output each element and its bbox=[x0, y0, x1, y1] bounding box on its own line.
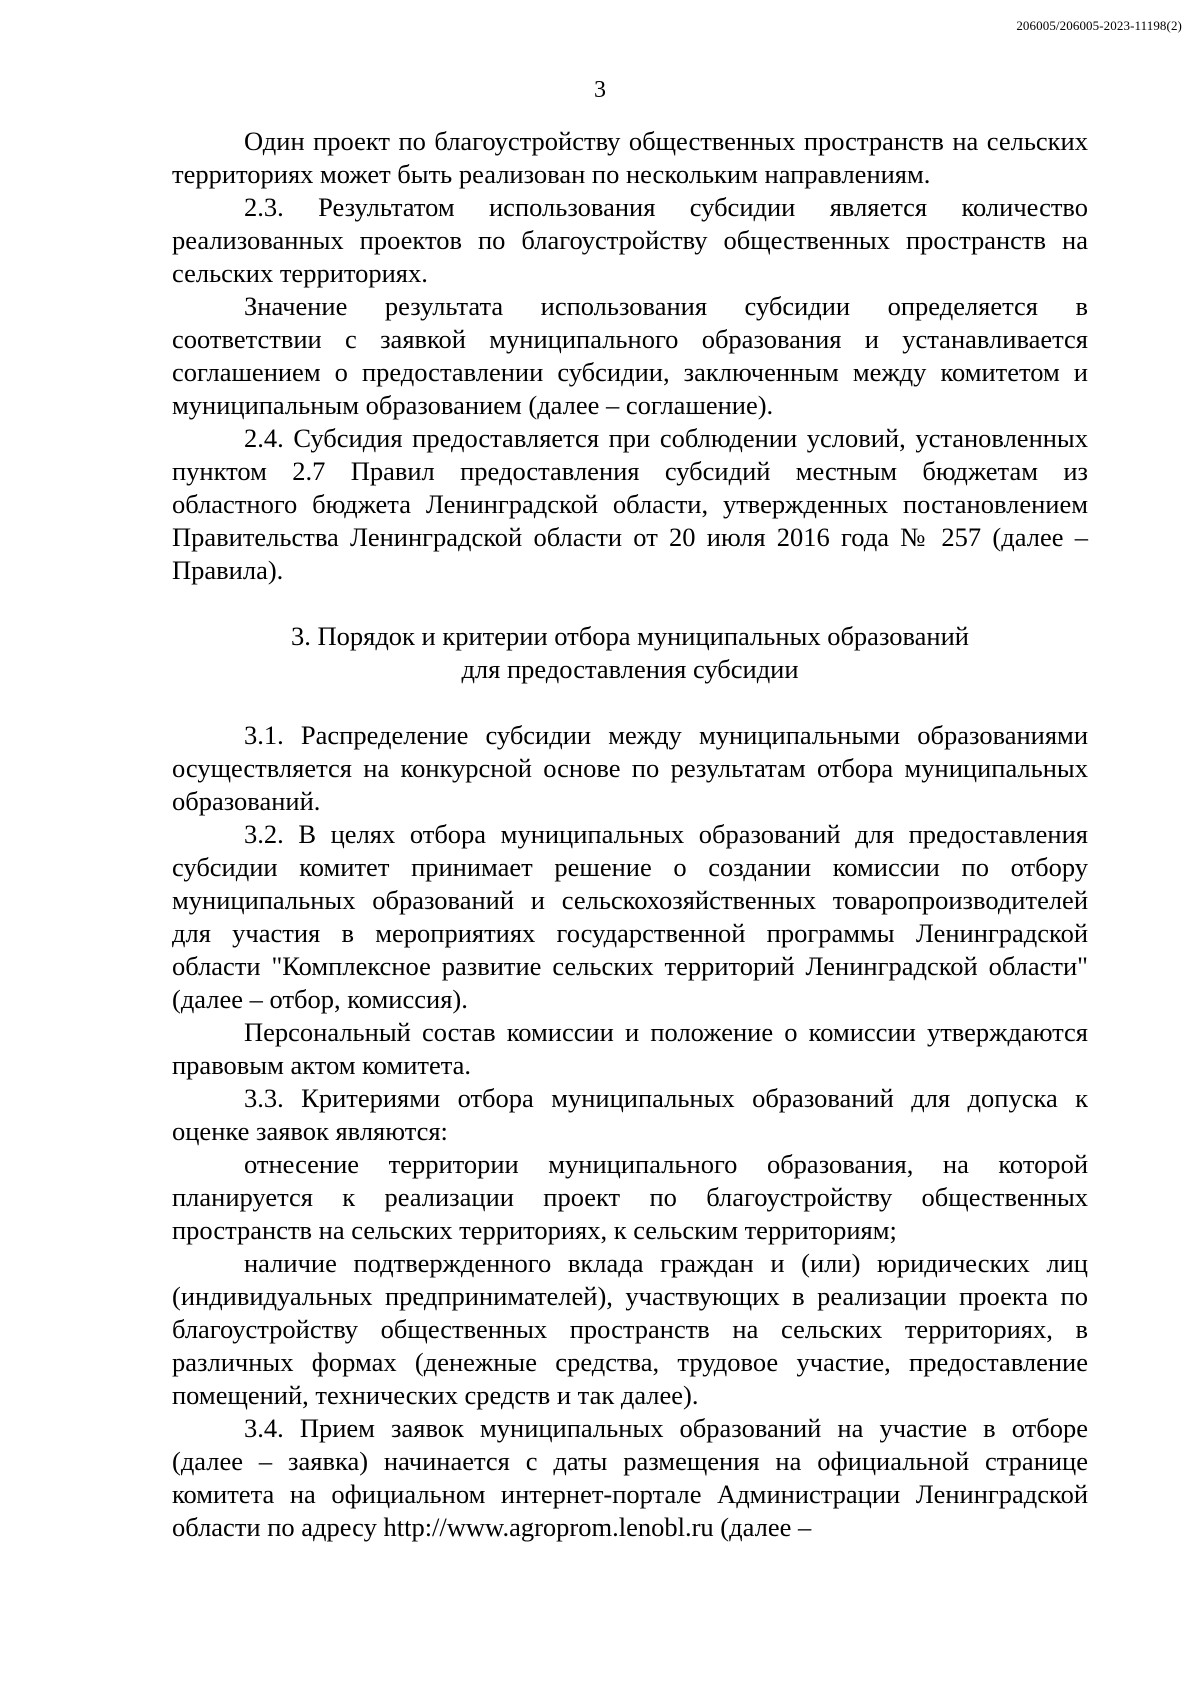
document-body bbox=[172, 125, 1088, 1544]
paragraph: 3.4. Прием заявок муниципальных образований на участие в отборе (далее – заявка) начинается с даты размещения на официальной странице комитета на официальном интернет-портале Администрации Ленинградской области по адресу http://www.agroprom.lenobl.ru (далее – bbox=[172, 1413, 1088, 1542]
paragraph: 2.4. Субсидия предоставляется при соблюдении условий, установленных пунктом 2.7 Правил предоставления субсидий местным бюджетам из областного бюджета Ленинградской области, утвержденных постановлением Правительства Ленинградской области от 20 июля 2016 года № 257 (далее – Правила). bbox=[172, 423, 1088, 585]
paragraph: Значение результата использования субсидии определяется в соответствии с заявкой муниципального образования и устанавливается соглашением о предоставлении субсидии, заключенным между комитетом и муниципальным образованием (далее – соглашение). bbox=[172, 291, 1088, 420]
paragraph: 3.1. Распределение субсидии между муниципальными образованиями осуществляется на конкурсной основе по результатам отбора муниципальных образований. bbox=[172, 720, 1088, 816]
paragraph: Один проект по благоустройству общественных пространств на сельских территориях может быть реализован по нескольким направлениям. bbox=[172, 126, 1088, 189]
paragraph: отнесение территории муниципального образования, на которой планируется к реализации проект по благоустройству общественных пространств на сельских территориях, к сельским территориям; bbox=[172, 1149, 1088, 1245]
document-id: 206005/206005-2023-11198(2) bbox=[1016, 18, 1182, 33]
paragraph: Персональный состав комиссии и положение о комиссии утверждаются правовым актом комитета. bbox=[172, 1017, 1088, 1080]
page-number: 3 bbox=[594, 77, 606, 103]
paragraph: 2.3. Результатом использования субсидии является количество реализованных проектов по благоустройству общественных пространств на сельских территориях. bbox=[172, 192, 1088, 288]
section-heading bbox=[172, 620, 1088, 686]
section-heading-line: для предоставления субсидии bbox=[461, 654, 799, 684]
section-heading-line: 3. Порядок и критерии отбора муниципальных образований bbox=[291, 621, 969, 651]
paragraph: 3.2. В целях отбора муниципальных образований для предоставления субсидии комитет принимает решение о создании комиссии по отбору муниципальных образований и сельскохозяйственных товаропроизводителей для участия в мероприятиях государственной программы Ленинградской области "Комплексное развитие сельских территорий Ленинградской области" (далее – отбор, комиссия). bbox=[172, 819, 1088, 1014]
paragraph: наличие подтвержденного вклада граждан и (или) юридических лиц (индивидуальных предпринимателей), участвующих в реализации проекта по благоустройству общественных пространств на сельских территориях, в различных формах (денежные средства, трудовое участие, предоставление помещений, технических средств и так далее). bbox=[172, 1248, 1088, 1410]
paragraph: 3.3. Критериями отбора муниципальных образований для допуска к оценке заявок являются: bbox=[172, 1083, 1088, 1146]
